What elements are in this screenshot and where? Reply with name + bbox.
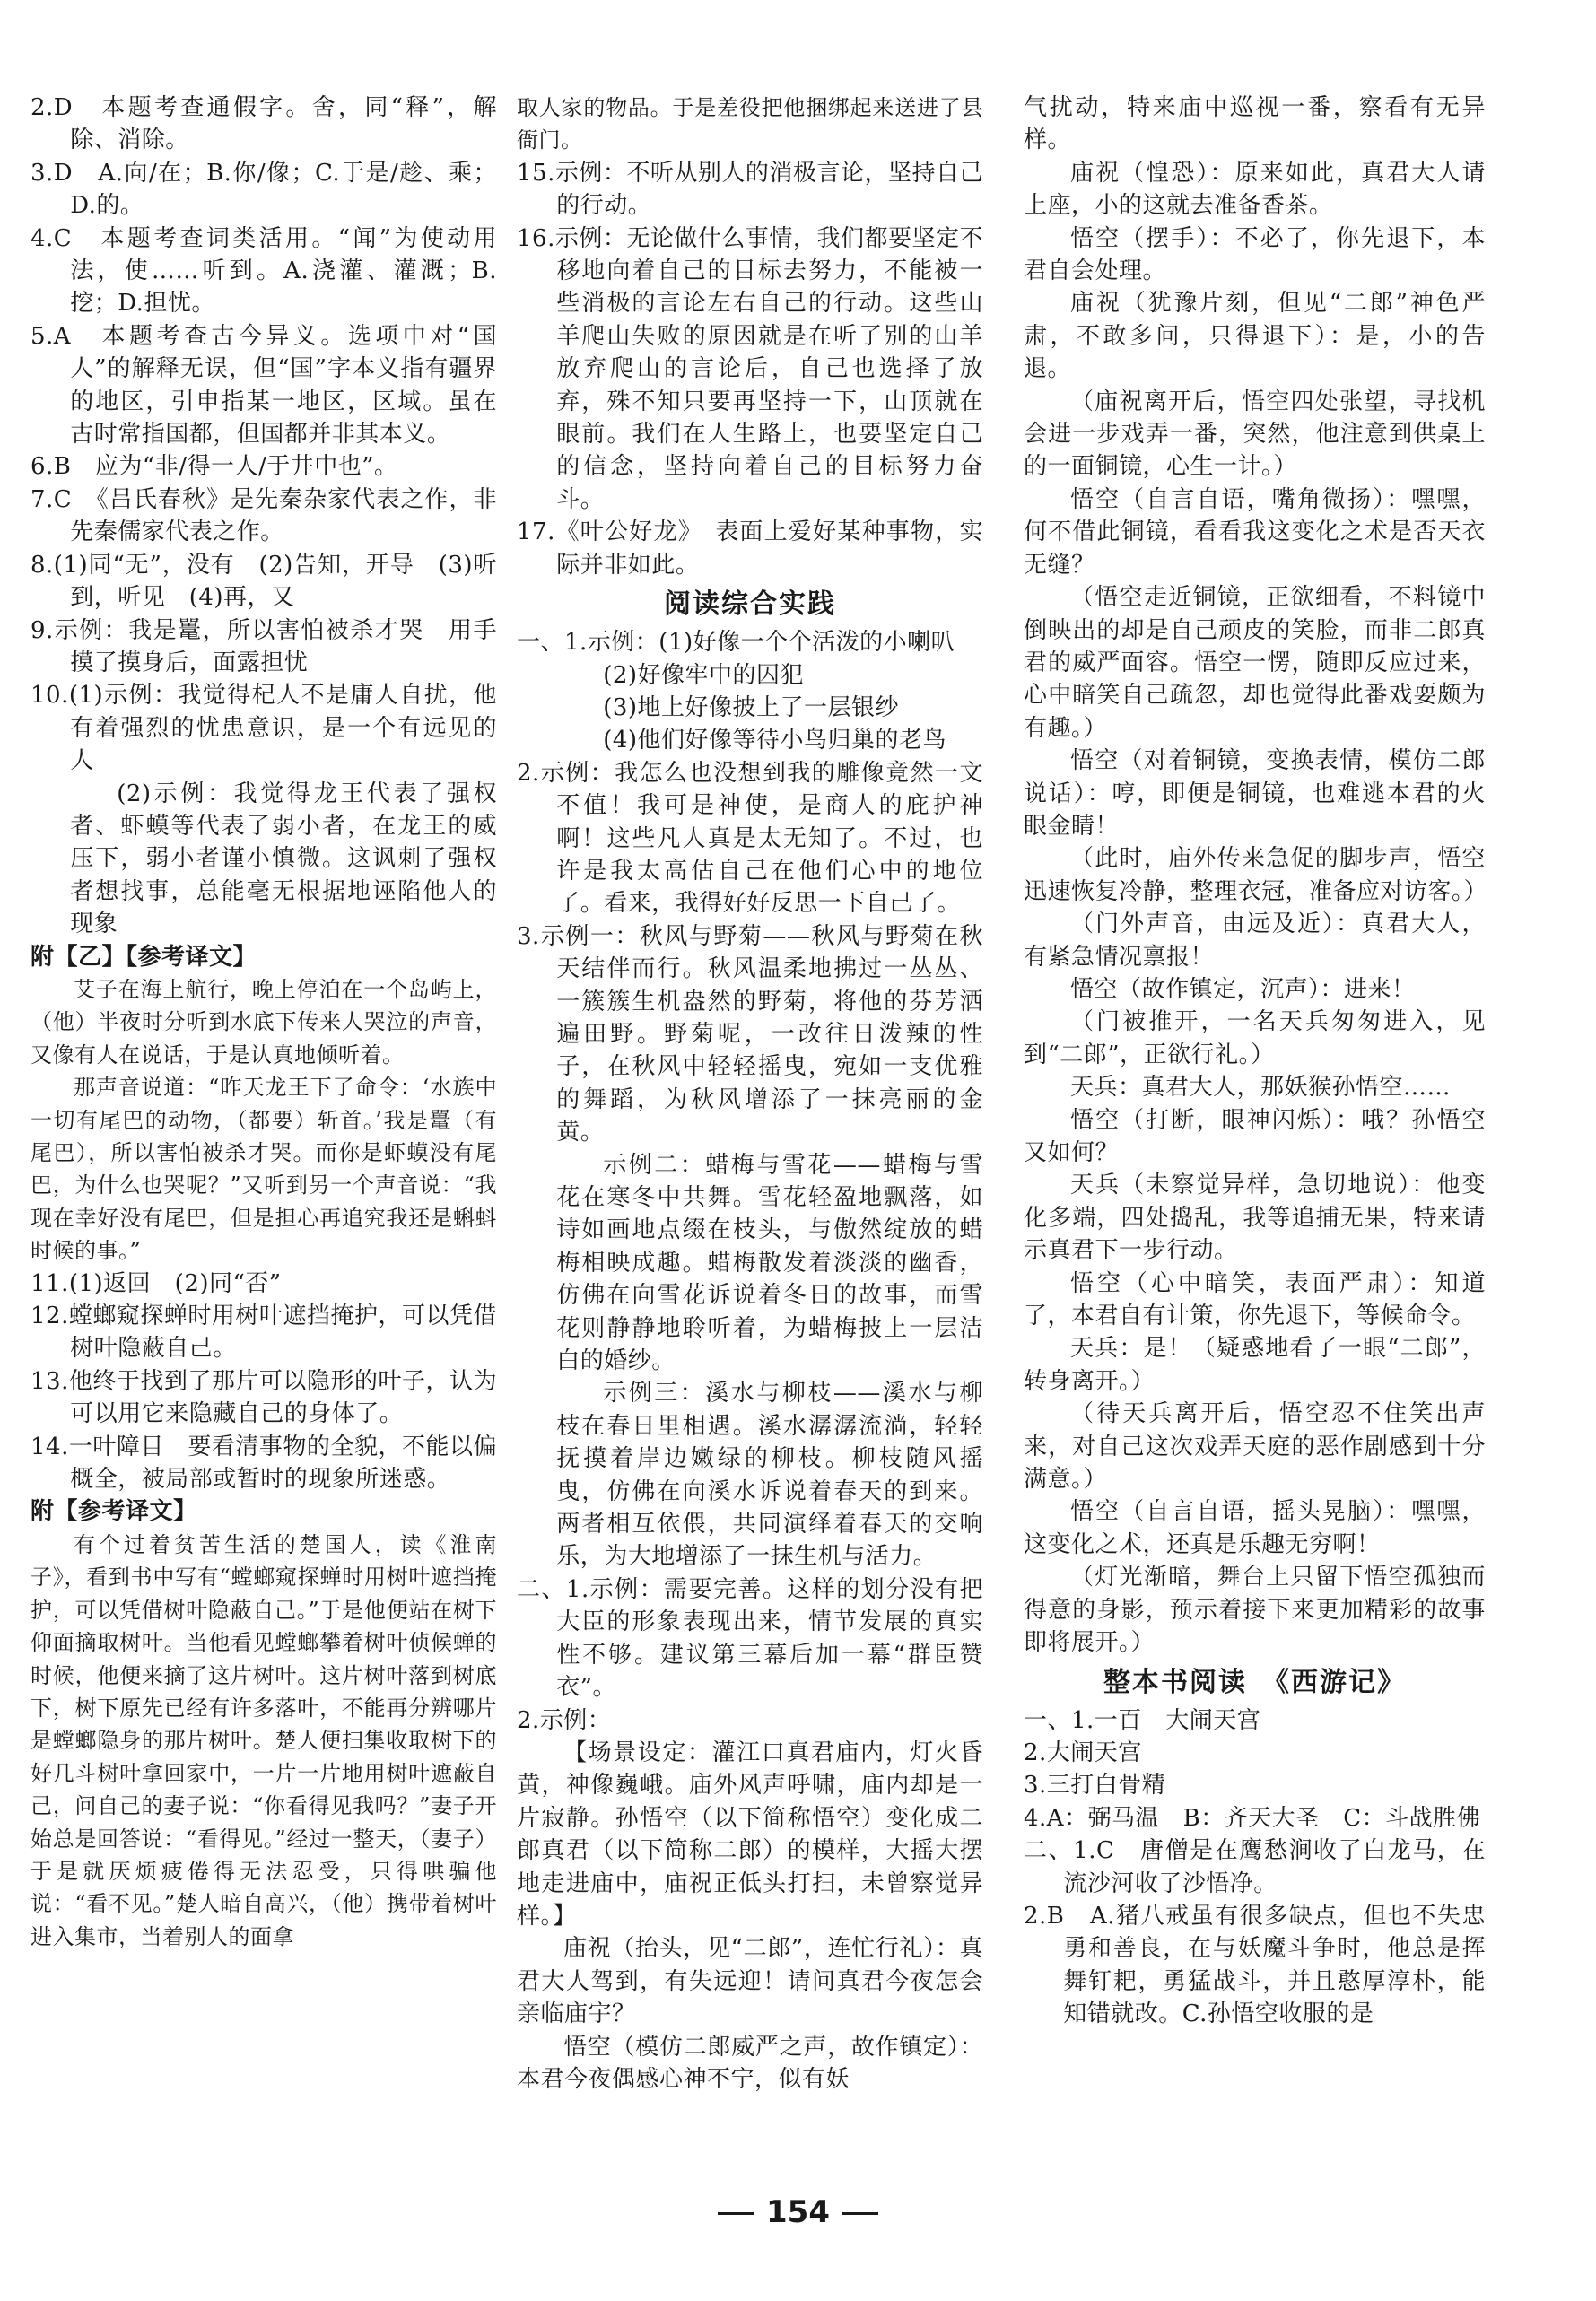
answer-paragraph: (4)他们好像等待小鸟归巢的老鸟 [603, 727, 947, 754]
answer-paragraph: 13.他终于找到了那片可以隐形的叶子，认为可以用它来隐藏自己的身体了。 [31, 1367, 497, 1428]
answer-paragraph: （此时，庙外传来急促的脚步声，悟空迅速恢复冷静，整理衣冠，准备应对访客。） [1024, 845, 1488, 905]
section-heading: 整本书阅读 《西游记》 [1103, 1666, 1406, 1698]
footer-dash-right [842, 2212, 878, 2215]
answer-paragraph: 3.示例一：秋风与野菊——秋风与野菊在秋天结伴而行。秋风温柔地拂过一丛丛、一簇簇生机盎然的野菊，将他的芬芳洒遍田野。野菊呢，一改往日泼辣的性子，在秋风中轻轻摇曳，宛如一支优雅的舞蹈，为秋风增添了一抹亮丽的金黄。 [517, 922, 983, 1146]
answer-paragraph: 2.示例： [517, 1706, 612, 1734]
answer-paragraph: 3.三打白骨精 [1024, 1772, 1166, 1800]
answer-paragraph: 8.(1)同“无”，没有 (2)告知，开导 (3)听到，听见 (4)再，又 [31, 551, 497, 612]
answer-paragraph: （悟空走近铜镜，正欲细看，不料镜中倒映出的却是自己顽皮的笑脸，而非二郎真君的威严面容。悟空一愣，随即反应过来，心中暗笑自己疏忽，却也觉得此番戏耍颇为有趣。） [1024, 584, 1486, 742]
answer-paragraph: 一、1.一百 大闹天宫 [1024, 1706, 1261, 1734]
answer-paragraph: 15.示例：不听从别人的消极言论，坚持自己的行动。 [517, 159, 983, 220]
answer-paragraph: 6.B 应为“非/得一人/于井中也”。 [31, 453, 398, 481]
answer-paragraph: （待天兵离开后，悟空忍不住笑出声来，对自己这次戏弄天庭的恶作剧感到十分满意。） [1024, 1400, 1486, 1494]
column-right [1024, 92, 1486, 2031]
answer-paragraph: 艾子在海上航行，晚上停泊在一个岛屿上，（他）半夜时分听到水底下传来人哭泣的声音，又像有人在说话，于是认真地倾听着。 [31, 976, 497, 1068]
answer-paragraph: 悟空（打断，眼神闪烁）：哦？孙悟空又如何？ [1024, 1106, 1486, 1166]
answer-paragraph: 二、1.C 唐僧是在鹰愁涧收了白龙马，在流沙河收了沙悟净。 [1024, 1837, 1486, 1897]
answer-paragraph: 12.螳螂窥探蝉时用树叶遮挡掩护，可以凭借树叶隐蔽自己。 [31, 1303, 497, 1363]
answer-paragraph: 天兵：真君大人，那妖猴孙悟空…… [1070, 1074, 1452, 1102]
answer-paragraph: 【场景设定：灌江口真君庙内，灯火昏黄，神像巍峨。庙外风声呼啸，庙内却是一片寂静。孙悟空（以下简称悟空）变化成二郎真君（以下简称二郎）的模样，大摇大摆地走进庙中，庙祝正低头打扫，未曾察觉异样。】 [517, 1739, 983, 1930]
answer-paragraph: 3.D A.向/在；B.你/像；C.于是/趁、乘；D.的。 [31, 159, 497, 220]
column-middle [517, 92, 983, 2096]
answer-paragraph: 悟空（摆手）：不必了，你先退下，本君自会处理。 [1024, 224, 1486, 285]
answer-paragraph: 附【乙】【参考译文】 [31, 943, 257, 971]
answer-paragraph: 7.C 《吕氏春秋》是先秦杂家代表之作，非先秦儒家代表之作。 [31, 485, 497, 546]
answer-paragraph: 10.(1)示例：我觉得杞人不是庸人自扰，他有着强烈的忧患意识，是一个有远见的人 [31, 682, 497, 775]
answer-paragraph: 天兵（未察觉异样，急切地说）：他变化多端，四处捣乱，我等追捕无果，特来请示真君下一步行动。 [1024, 1172, 1486, 1265]
answer-paragraph: 11.(1)返回 (2)同“否” [31, 1269, 282, 1297]
answer-paragraph: 庙祝（犹豫片刻，但见“二郎”神色严肃，不敢多问，只得退下）：是，小的告退。 [1024, 290, 1486, 383]
section-heading: 阅读综合实践 [664, 588, 836, 621]
answer-paragraph: 有个过着贫苦生活的楚国人，读《淮南子》，看到书中写有“螳螂窥探蝉时用树叶遮挡掩护，可以凭借树叶隐蔽自己。”于是他便站在树下仰面摘取树叶。当他看见螳螂攀着树叶侦候蝉的时候，他便来摘了这片树叶。这片树叶落到树底下，树下原先已经有许多落叶，不能再分辨哪片是螳螂隐身的那片树叶。楚人便扫集收取树下的好几斗树叶拿回家中，一片一片地用树叶遮蔽自己，问自己的妻子说：“你看得见我吗？”妻子开始总是回答说：“看得见。”经过一整天，（妻子）于是就厌烦疲倦得无法忍受，只得哄骗他说：“看不见。”楚人暗自高兴，（他）携带着树叶进入集市，当着别人的面拿 [31, 1531, 497, 1949]
answer-paragraph: 庙祝（惶恐）：原来如此，真君大人请上座，小的这就去准备香茶。 [1024, 159, 1486, 220]
answer-paragraph: 5.A 本题考查古今异义。选项中对“国人”的解释无误，但“国”字本义指有疆界的地区，引申指某一地区，区域。虽在古时常指国都，但国都并非其本义。 [31, 322, 497, 449]
answer-paragraph: 2.示例：我怎么也没想到我的雕像竟然一文不值！我可是神使，是商人的庇护神啊！这些凡人真是太无知了。不过，也许是我太高估自己在他们心中的地位了。看来，我得好好反思一下自己了。 [517, 759, 983, 918]
answer-paragraph: 悟空（模仿二郎威严之声，故作镇定）：本君今夜偶感心神不宁，似有妖 [517, 2033, 983, 2093]
answer-paragraph: 那声音说道：“昨天龙王下了命令：‘水族中一切有尾巴的动物，（都要）斩首。’我是鼍（有尾巴），所以害怕被杀才哭。而你是虾蟆没有尾巴，为什么也哭呢？”又听到另一个声音说：“我现在幸好没有尾巴，但是担心再追究我还是蝌蚪时候的事。” [31, 1075, 497, 1264]
answer-paragraph: （门外声音，由远及近）：真君大人，有紧急情况禀报！ [1024, 911, 1486, 971]
answer-paragraph: 附【参考译文】 [31, 1498, 197, 1526]
footer-dash-left [718, 2212, 754, 2215]
answer-paragraph: 悟空（对着铜镜，变换表情，模仿二郎说话）：哼，即便是铜镜，也难逃本君的火眼金睛！ [1024, 747, 1486, 840]
answer-paragraph: （庙祝离开后，悟空四处张望，寻找机会进一步戏弄一番，突然，他注意到供桌上的一面铜镜，心生一计。） [1024, 388, 1486, 481]
answer-paragraph: 4.A：弼马温 B：齐天大圣 C：斗战胜佛 [1024, 1804, 1481, 1832]
answer-paragraph: 17.《叶公好龙》 表面上爱好某种事物，实际并非如此。 [517, 519, 983, 579]
answer-paragraph: (2)示例：我觉得龙王代表了强权者、虾蟆等代表了弱小者，在龙王的威压下，弱小者谨小慎微。这讽刺了强权者想找事，总能毫无根据地诬陷他人的现象 [70, 780, 497, 938]
answer-paragraph: (2)好像牢中的囚犯 [603, 661, 805, 689]
answer-paragraph: 悟空（故作镇定，沉声）：进来！ [1070, 975, 1416, 1003]
answer-paragraph: (3)地上好像披上了一层银纱 [603, 693, 900, 721]
answer-paragraph: 14.一叶障目 要看清事物的全貌，不能以偏概全，被局部或暂时的现象所迷惑。 [31, 1433, 497, 1494]
answer-paragraph: 一、1.示例：(1)好像一个个活泼的小喇叭 [517, 629, 955, 657]
answer-paragraph: 示例二：蜡梅与雪花——蜡梅与雪花在寒冬中共舞。雪花轻盈地飘落，如诗如画地点缀在枝头，与傲然绽放的蜡梅相映成趣。蜡梅散发着淡淡的幽香，仿佛在向雪花诉说着冬日的故事，而雪花则静静地聆听着，为蜡梅披上一层洁白的婚纱。 [556, 1151, 983, 1375]
answer-paragraph: （灯光渐暗，舞台上只留下悟空孤独而得意的身影，预示着接下来更加精彩的故事即将展开。） [1024, 1564, 1486, 1657]
answer-paragraph: 4.C 本题考查词类活用。“闻”为使动用法，使……听到。A.浇灌、灌溉；B.挖；D.担忧。 [31, 224, 497, 318]
page-number: 154 [766, 2194, 830, 2230]
answer-paragraph: （门被推开，一名天兵匆匆进入，见到“二郎”，正欲行礼。） [1024, 1008, 1486, 1068]
answer-paragraph: 2.大闹天宫 [1024, 1739, 1142, 1766]
answer-paragraph: 悟空（自言自语，嘴角微扬）：嘿嘿，何不借此铜镜，看看我这变化之术是否天衣无缝？ [1024, 485, 1486, 579]
answer-paragraph: 悟空（心中暗笑，表面严肃）：知道了，本君自有计策，你先退下，等候命令。 [1024, 1269, 1486, 1330]
answer-paragraph: 悟空（自言自语，摇头晃脑）：嘿嘿，这变化之术，还真是乐趣无穷啊！ [1024, 1498, 1486, 1558]
answer-paragraph: 16.示例：无论做什么事情，我们都要坚定不移地向着自己的目标去努力，不能被一些消极的言论左右自己的行动。这些山羊爬山失败的原因就是在听了别的山羊放弃爬山的言论后，自己也选择了放弃，殊不知只要再坚持一下，山顶就在眼前。我们在人生路上，也要坚定自己的信念，坚持向着自己的目标努力奋斗。 [517, 224, 983, 513]
column-left [31, 92, 497, 1953]
answer-paragraph: 2.D 本题考查通假字。舍，同“释”，解除、消除。 [31, 94, 497, 154]
answer-paragraph: 取人家的物品。于是差役把他捆绑起来送进了县衙门。 [517, 95, 983, 153]
answer-paragraph: 2.B A.猪八戒虽有很多缺点，但也不失忠勇和善良，在与妖魔斗争时，他总是挥舞钉耙，勇猛战斗，并且憨厚淳朴，能知错就改。C.孙悟空收服的是 [1024, 1902, 1486, 2028]
answer-paragraph: 9.示例：我是鼍，所以害怕被杀才哭 用手摸了摸身后，面露担忧 [31, 616, 497, 676]
answer-paragraph: 气扰动，特来庙中巡视一番，察看有无异样。 [1024, 94, 1486, 154]
answer-paragraph: 示例三：溪水与柳枝——溪水与柳枝在春日里相遇。溪水潺潺流淌，轻轻抚摸着岸边嫩绿的柳枝。柳枝随风摇曳，仿佛在向溪水诉说着春天的到来。两者相互依偎，共同演绎着春天的交响乐，为大地增添了一抹生机与活力。 [556, 1380, 983, 1571]
answer-paragraph: 庙祝（抬头，见“二郎”，连忙行礼）：真君大人驾到，有失远迎！请问真君今夜怎会亲临庙宇？ [517, 1935, 983, 2028]
answer-paragraph: 天兵：是！（疑惑地看了一眼“二郎”，转身离开。） [1024, 1335, 1486, 1395]
answer-paragraph: 二、1.示例：需要完善。这样的划分没有把大臣的形象表现出来，情节发展的真实性不够。建议第三幕后加一幕“群臣赞衣”。 [517, 1575, 983, 1702]
page-footer [0, 2194, 1596, 2230]
